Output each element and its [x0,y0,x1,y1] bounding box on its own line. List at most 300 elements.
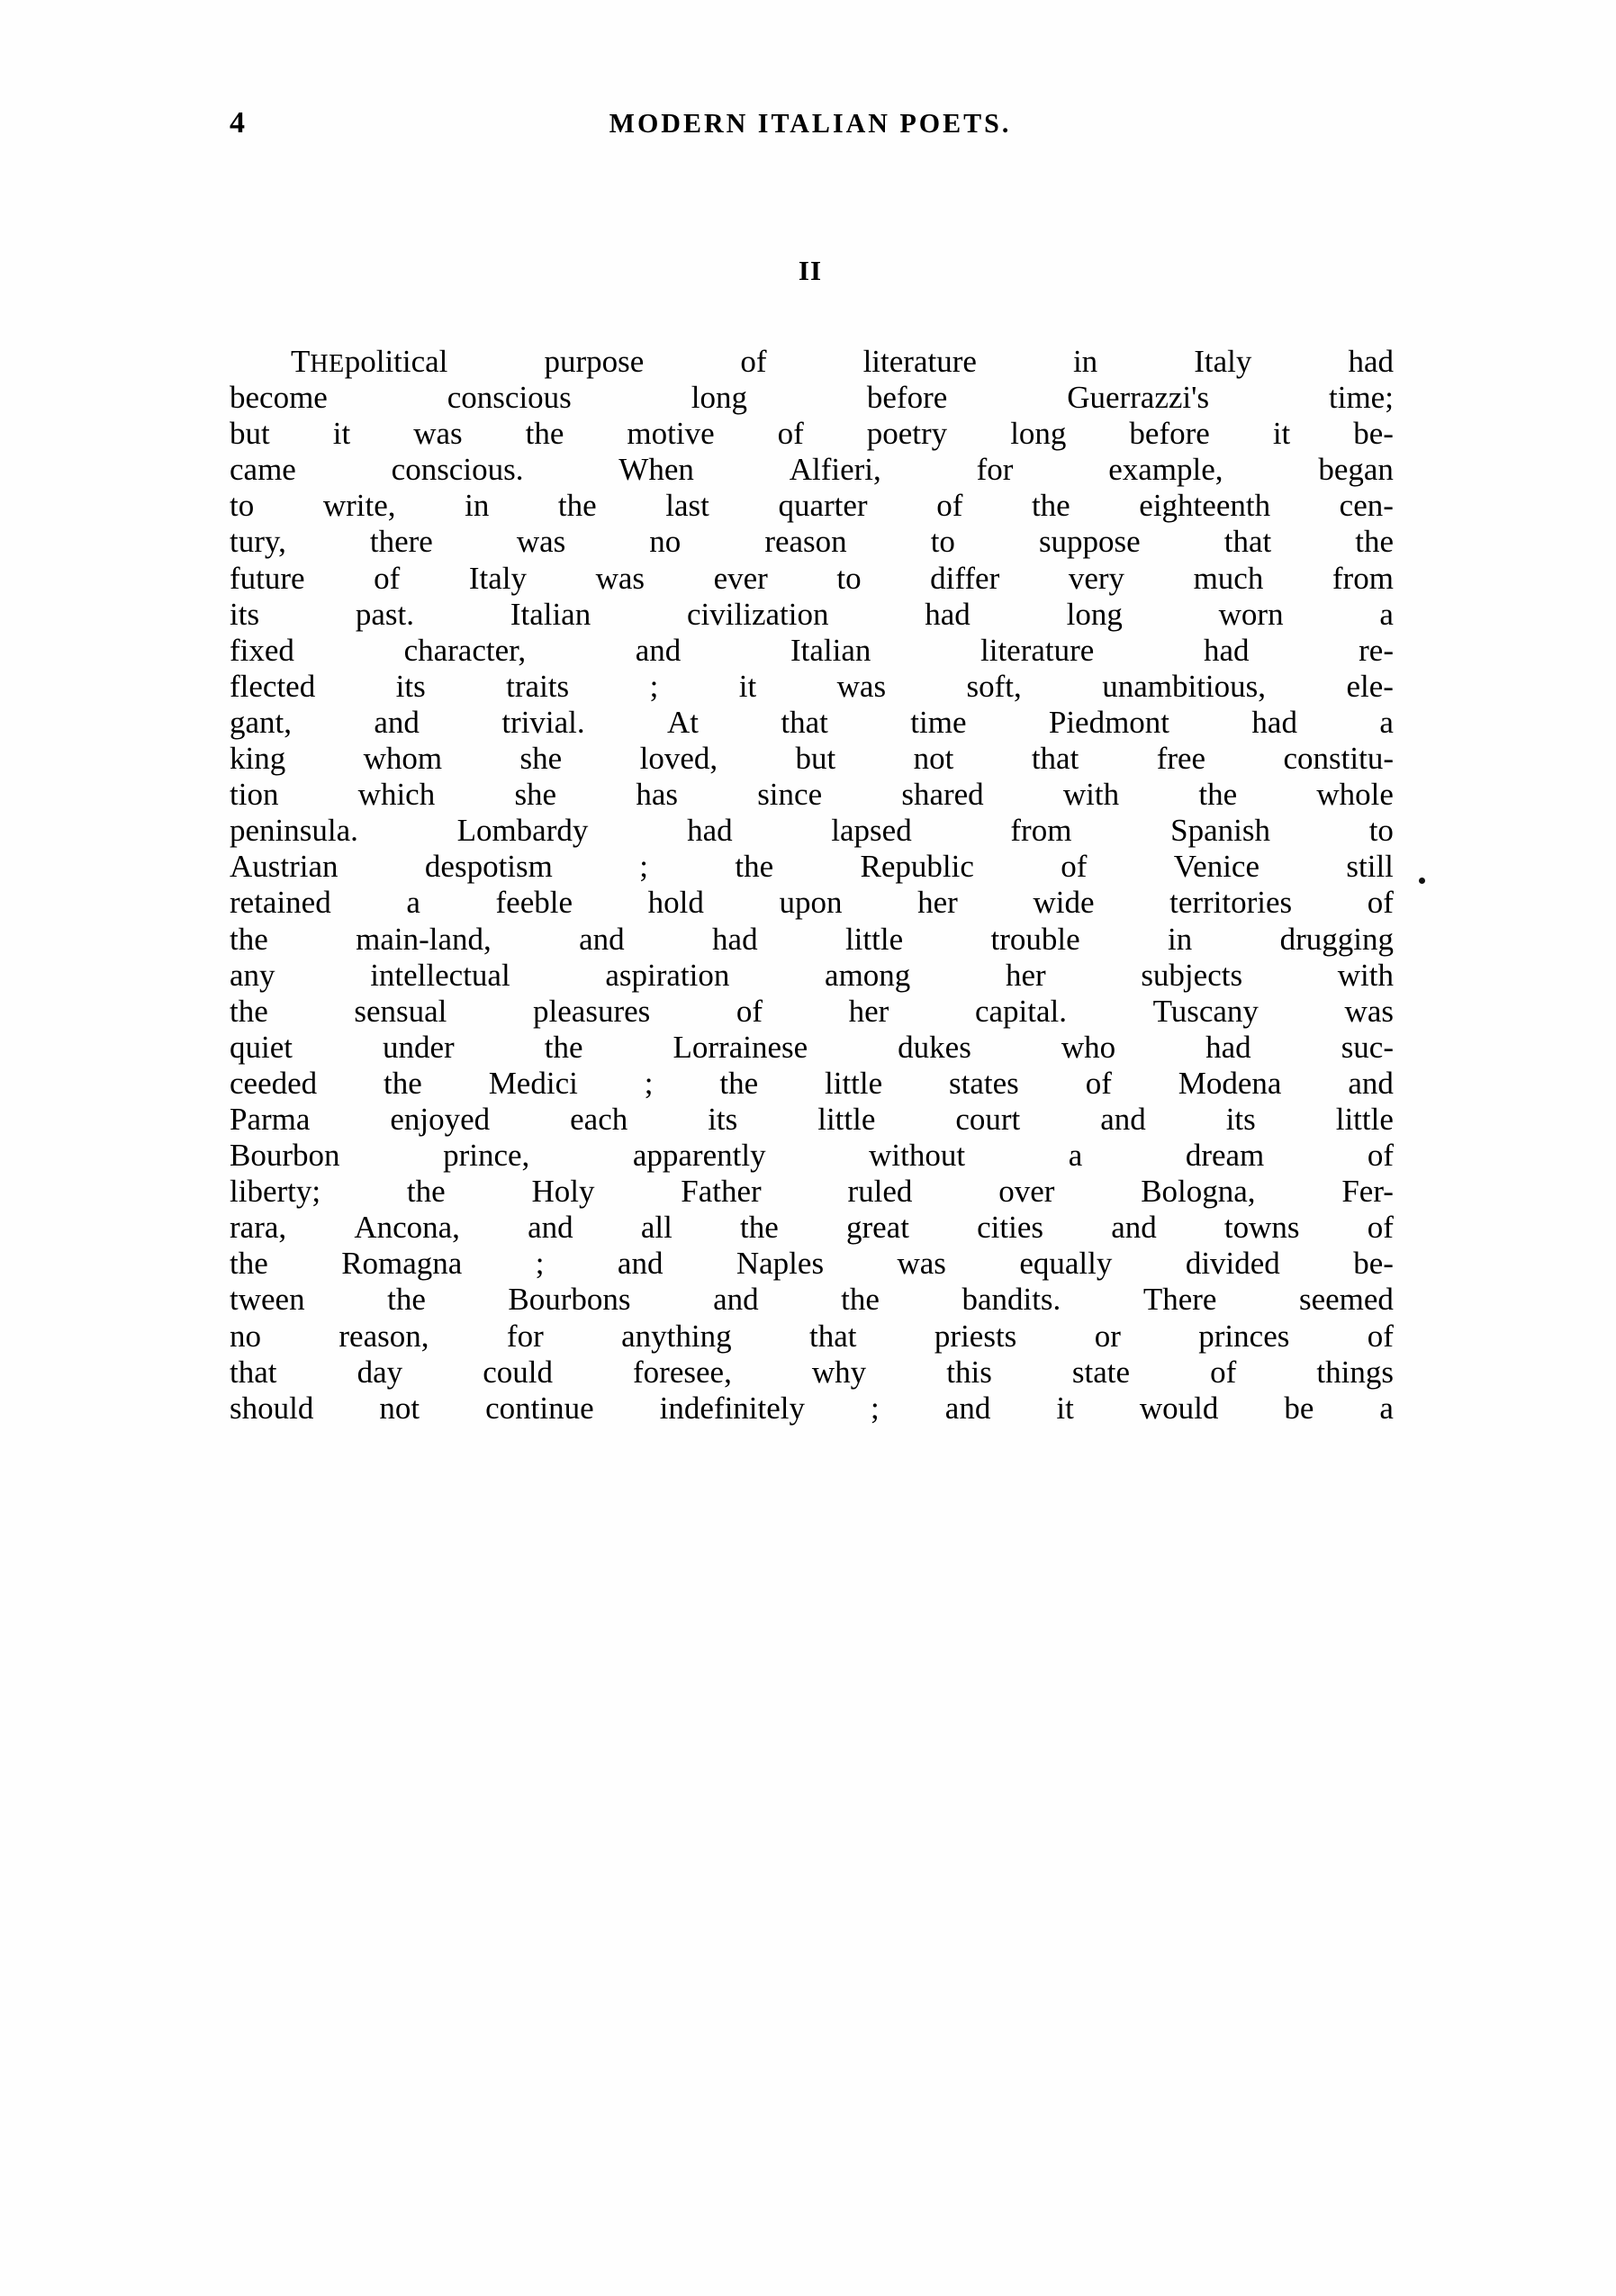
word: was [595,560,645,596]
word: her [917,885,958,921]
word: for [506,1318,544,1354]
word: soft, [966,668,1022,704]
word: conscious. [391,452,524,488]
text-line [230,633,1394,669]
word: ; [649,668,659,704]
word: prince, [443,1138,530,1174]
word: priests [934,1318,1017,1354]
word: no [649,524,682,560]
word: loved, [639,741,718,777]
word: political [344,344,448,379]
word: the [740,1210,779,1246]
word: Italy [468,560,527,596]
text-line [230,813,1394,849]
word: There [1142,1282,1217,1318]
word: great [845,1210,909,1246]
text-line [230,344,1394,380]
word: a [1379,704,1394,740]
word: motive [627,416,715,452]
word: purpose [544,344,645,379]
word: in [1167,921,1193,957]
word: Parma [230,1101,311,1137]
word: conscious [447,380,572,416]
word: liberty; [230,1174,321,1210]
word: of [736,993,763,1029]
text-line [230,1102,1394,1138]
word: could [483,1354,553,1390]
word: Bologna, [1141,1174,1256,1210]
text-line [230,1391,1394,1427]
word: shared [901,777,984,813]
word: was [836,668,887,704]
word: had [925,596,971,632]
word: the [230,921,268,957]
line-text [230,1210,1394,1246]
text-line [230,1174,1394,1210]
word: a [1068,1138,1083,1174]
word: Guerrazzi's [1067,380,1210,416]
word: of [1061,849,1088,885]
word: ele- [1346,668,1394,704]
word: of [777,416,804,452]
word: Tuscany [1152,993,1259,1029]
line-text [230,777,1394,813]
word: princes [1198,1318,1290,1354]
word: suppose [1038,524,1141,560]
word: over [998,1174,1055,1210]
word: equally [1019,1246,1113,1282]
word: to [930,524,955,560]
word: and [713,1282,759,1318]
text-line [230,416,1394,452]
word: cen- [1339,488,1394,524]
word: the [719,1065,759,1101]
word: had [1251,704,1297,740]
word: before [866,380,948,416]
line-text [230,958,1394,994]
word: from [1010,813,1072,849]
word: subjects [1141,957,1243,993]
word: Spanish [1170,813,1270,849]
word: had [1203,632,1250,668]
line-text [230,452,1394,488]
word: write, [322,488,396,524]
word: ; [639,849,648,885]
word: reason [764,524,847,560]
word: court [955,1101,1021,1137]
word: flected [230,668,316,704]
word: of [1367,1318,1394,1354]
word: to [836,560,862,596]
word: why [811,1354,867,1390]
word: ; [535,1246,545,1282]
word: the [1355,524,1394,560]
word: free [1156,741,1206,777]
word: be [1284,1390,1314,1426]
word: that [1223,524,1272,560]
word: Bourbons [508,1282,631,1318]
word: dukes [898,1029,971,1065]
word: When [618,452,694,488]
body-text [230,344,1394,1427]
word: began [1318,452,1394,488]
word: Italy [1194,344,1252,379]
word: was [897,1246,946,1282]
word: drugging [1279,921,1394,957]
word: its [1225,1101,1256,1137]
word: its [230,596,260,632]
word: and [1111,1210,1157,1246]
word: would [1139,1390,1219,1426]
text-line [230,777,1394,813]
word: that [781,704,828,740]
line-text [230,813,1394,849]
word: main-land, [356,921,492,957]
line-text [230,416,1394,452]
word: peninsula. [230,813,358,849]
text-line [230,1355,1394,1391]
word: state [1071,1354,1131,1390]
line-text [230,994,1394,1030]
word: its [395,668,426,704]
text-line [230,452,1394,488]
word: very [1068,560,1125,596]
word: Italian [790,632,871,668]
word: that [230,1354,277,1390]
word: its [708,1101,738,1137]
word: ever [713,560,768,596]
word: At [667,704,700,740]
word: and [374,704,420,740]
word: Holy [531,1174,595,1210]
word: sensual [354,993,447,1029]
text-line [230,958,1394,994]
text-line [230,705,1394,741]
word: Venice [1173,849,1260,885]
word: and [579,921,625,957]
word: traits [506,668,570,704]
word: in [1072,344,1098,379]
word: and [944,1390,991,1426]
word: before [1129,416,1210,452]
word: states [949,1065,1019,1101]
word: cities [977,1210,1043,1246]
dropword-initial: T [291,344,311,379]
word: ceeded [230,1065,318,1101]
line-text [230,1282,1394,1318]
word: little [825,1065,883,1101]
word: differ [930,560,1000,596]
word: fixed [230,632,294,668]
word: should [230,1390,314,1426]
line-text [230,1138,1394,1174]
word: day [357,1354,403,1390]
word: tween [230,1282,305,1318]
word: not [379,1390,420,1426]
word: or [1094,1318,1121,1354]
dropword-smallcaps: HE [310,350,345,378]
line-text [230,741,1394,777]
word: there [369,524,433,560]
word: had [712,921,758,957]
word: poetry [866,416,948,452]
line-text [230,1102,1394,1138]
word: since [757,777,823,813]
word: Fer- [1341,1174,1394,1210]
word: was [413,416,463,452]
word: her [1005,957,1046,993]
word: came [230,452,296,488]
line-text [230,1319,1394,1355]
word: intellectual [370,957,510,993]
word: and [617,1246,664,1282]
word: ; [644,1065,654,1101]
running-head: MODERN ITALIAN POETS. [609,108,1012,139]
word: the [841,1282,880,1318]
word: trouble [990,921,1080,957]
word: wide [1033,885,1095,921]
word: tion [230,777,279,813]
word: of [1367,885,1394,921]
word: each [570,1101,628,1137]
word: of [1367,1138,1394,1174]
word: she [519,741,563,777]
word: Piedmont [1048,704,1170,740]
word: time [910,704,967,740]
word: of [374,560,401,596]
word: enjoyed [390,1101,491,1137]
line-text [230,597,1394,633]
word: no [230,1318,261,1354]
section-numeral: II [798,255,823,286]
word: but [795,741,836,777]
word: for [976,452,1014,488]
text-line [230,1319,1394,1355]
word: suc- [1341,1029,1394,1065]
word: foresee, [633,1354,732,1390]
word: retained [230,885,331,921]
word: of [1210,1354,1237,1390]
page-number: 4 [230,106,246,140]
word: feeble [495,885,573,921]
line-text [230,885,1394,921]
line-text [230,705,1394,741]
word: be- [1353,1246,1394,1282]
page-header [230,106,1391,151]
text-line [230,849,1394,885]
word: example, [1108,452,1223,488]
word: the [735,849,774,885]
word: Ancona, [354,1210,460,1246]
word: the [230,1246,268,1282]
word: ; [871,1390,880,1426]
line-text [230,633,1394,669]
word: the [406,1174,446,1210]
word: not [913,741,954,777]
text-line [230,1210,1394,1246]
text-line [230,885,1394,921]
word: of [740,344,767,379]
line-text [230,1174,1394,1210]
word: pleasures [533,993,651,1029]
word: and [635,632,682,668]
line-text [230,524,1394,560]
word: had [687,813,733,849]
word: little [817,1101,876,1137]
word: despotism [424,849,553,885]
word: little [1335,1101,1394,1137]
margin-ink-speck [1419,878,1425,884]
word: literature [980,632,1095,668]
word: had [1348,344,1394,379]
word: to [1368,813,1394,849]
word: whole [1316,777,1394,813]
word: to [230,488,255,524]
word: reason, [339,1318,429,1354]
word: who [1061,1029,1116,1065]
word: among [825,957,911,993]
word: her [848,993,889,1029]
line-text [230,1355,1394,1391]
word: the [387,1282,426,1318]
line-text [345,344,1394,380]
word: under [383,1029,455,1065]
word: aspiration [605,957,730,993]
word: Modena [1178,1065,1282,1101]
word: it [738,668,757,704]
word: bandits. [961,1282,1061,1318]
word: apparently [632,1138,766,1174]
word: king [230,741,286,777]
text-line [230,1066,1394,1102]
word: trivial. [501,704,585,740]
word: constitu- [1283,741,1394,777]
word: that [1031,741,1079,777]
word: the [557,488,597,524]
word: Lombardy [456,813,589,849]
word: time; [1329,380,1394,416]
line-text [230,1246,1394,1282]
word: the [384,1065,422,1101]
word: things [1316,1354,1394,1390]
word: it [1272,416,1291,452]
word: quiet [230,1029,293,1065]
word: of [1085,1065,1112,1101]
word: this [946,1354,992,1390]
text-line [230,380,1394,416]
word: has [636,777,678,813]
word: of [1367,1210,1394,1246]
word: Romagna [341,1246,463,1282]
word: from [1332,560,1394,596]
word: much [1193,560,1264,596]
word: any [230,957,275,993]
line-text [230,669,1394,705]
word: Lorrainese [673,1029,808,1065]
text-line [230,597,1394,633]
text-line [230,1246,1394,1282]
text-line [230,994,1394,1030]
word: in [465,488,490,524]
paragraph-indent [230,344,345,383]
word: the [525,416,564,452]
word: gant, [230,704,293,740]
word: Austrian [230,849,339,885]
word: Medici [488,1065,578,1101]
word: the [1198,777,1238,813]
word: little [844,921,904,957]
text-line [230,524,1394,560]
text-line [230,1138,1394,1174]
word: whom [363,741,443,777]
word: lapsed [831,813,912,849]
text-line [230,669,1394,705]
word: character, [403,632,527,668]
word: Bourbon [230,1138,340,1174]
line-text [230,380,1394,416]
word: literature [862,344,977,379]
word: still [1346,849,1394,885]
word: seemed [1298,1282,1394,1318]
word: anything [621,1318,732,1354]
word: was [516,524,566,560]
line-text [230,488,1394,524]
word: the [544,1029,583,1065]
word: a [1379,596,1394,632]
word: long [691,380,747,416]
word: long [1066,596,1123,632]
word: quarter [778,488,868,524]
line-text [230,1030,1394,1066]
line-text [230,922,1394,958]
word: dream [1185,1138,1265,1174]
line-text [230,561,1394,597]
word: indefinitely [659,1390,806,1426]
word: had [1205,1029,1251,1065]
word: Naples [736,1246,825,1282]
text-line [230,741,1394,777]
text-line [230,1030,1394,1066]
word: she [514,777,557,813]
word: but [230,416,270,452]
word: all [640,1210,673,1246]
word: ruled [847,1174,913,1210]
line-text [230,849,1394,885]
word: territories [1169,885,1293,921]
word: long [1010,416,1067,452]
text-line [230,922,1394,958]
word: a [406,885,420,921]
word: and [1348,1065,1394,1101]
word: eighteenth [1139,488,1271,524]
word: with [1337,957,1394,993]
word: civilization [687,596,829,632]
word: upon [779,885,843,921]
word: re- [1359,632,1394,668]
word: that [809,1318,857,1354]
word: it [1056,1390,1074,1426]
word: the [1031,488,1070,524]
word: and [528,1210,573,1246]
text-line [230,488,1394,524]
word: it [332,416,351,452]
word: without [869,1138,966,1174]
word: and [1100,1101,1146,1137]
word: Italian [510,596,591,632]
word: become [230,380,328,416]
word: tury, [230,524,286,560]
word: capital. [974,993,1067,1029]
